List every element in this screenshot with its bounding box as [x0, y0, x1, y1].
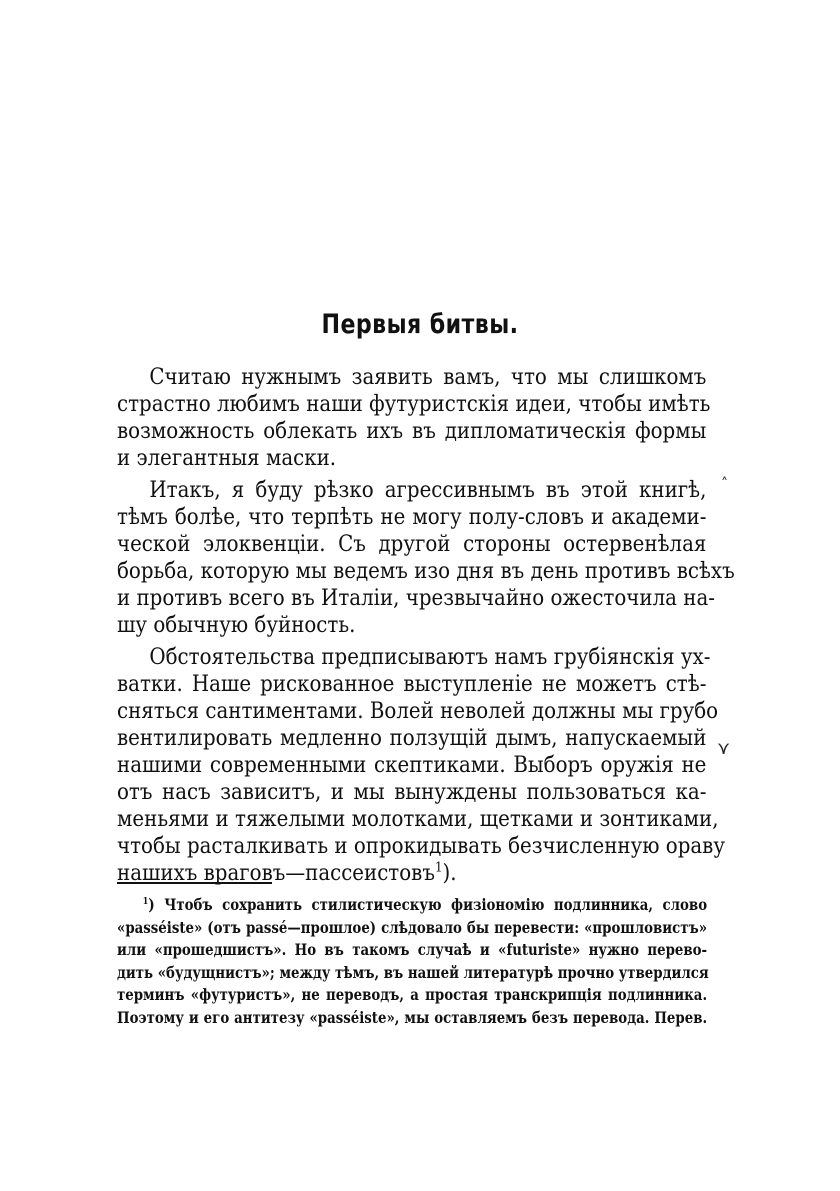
text-line: и противъ всего въ Италіи, чрезвычайно ожесточила на- [117, 586, 715, 611]
footnote-marker: 1 [142, 895, 149, 907]
text-line: ческой элоквенціи. Съ другой стороны остервенѣлая [117, 532, 707, 557]
footnote-line [117, 894, 707, 917]
text-line: чтобы расталкивать и опрокидывать безчисленную ораву [117, 834, 725, 859]
text-line-content: нашихъ враговъ—пассеистовъ [117, 861, 435, 886]
text-line: и элегантныя маски. [117, 446, 337, 471]
body-text [117, 364, 735, 887]
margin-mark: ⋎ [717, 738, 731, 759]
text-line: меньями и тяжелыми молотками, щетками и зонтиками, [117, 807, 719, 832]
footnote-line-text: ) Чтобъ сохранить стилистическую физіономію подлинника, слово [148, 895, 708, 914]
text-line-tail: ). [442, 861, 457, 886]
text-line: тѣмъ болѣе, что терпѣть не могу полу-словъ и академи- [117, 505, 707, 530]
footnote-separator [117, 882, 272, 884]
footnote-reference[interactable]: 1 [434, 860, 443, 876]
text-line: страстно любимъ наши футуристскія идеи, чтобы имѣть [117, 392, 711, 417]
footnote [117, 894, 707, 1029]
text-line: борьба, которую мы ведемъ изо дня въ день противъ всѣхъ [117, 559, 735, 584]
footnote-line: дить «будущнистъ»; между тѣмъ, въ нашей литературѣ прочно утвердился [117, 962, 709, 982]
text-line: нашими современными скептиками. Выборъ оружія не [117, 753, 707, 778]
footnote-line: Поэтому и его антитезу «passéiste», мы оставляемъ безъ перевода. Перев. [117, 1007, 708, 1027]
text-line: сняться сантиментами. Волей неволей должны мы грубо [117, 699, 719, 724]
text-line: возможность облекать ихъ въ дипломатическія формы [117, 419, 707, 444]
text-line: ватки. Наше рискованное выступленіе не можетъ стѣ- [117, 672, 707, 697]
footnote-line: терминъ «футуристъ», не переводъ, а простая транскрипція подлинника. [117, 985, 708, 1004]
text-line: шу обычную буйность. [117, 613, 356, 638]
text-line: Обстоятельства предписываютъ намъ грубіянскія ух- [149, 645, 711, 670]
footnote-line: «passéiste» (отъ passé—прошлое) слѣдовало бы перевести: «прошловистъ» [117, 917, 708, 937]
text-line: Итакъ, я буду рѣзко агрессивнымъ въ этой книгѣ, [149, 478, 707, 503]
text-line: Считаю нужнымъ заявить вамъ, что мы слишкомъ [149, 365, 707, 390]
text-line: отъ насъ зависитъ, и мы вынуждены пользоваться ка- [117, 780, 707, 805]
margin-mark: ˄ [721, 476, 728, 492]
footnote-line: или «прошедшистъ». Но въ такомъ случаѣ и «futuriste» нужно перево- [117, 940, 708, 959]
text-line: вентилировать медленно ползущій дымъ, напускаемый [117, 726, 707, 751]
chapter-title: Первыя битвы. [321, 309, 519, 340]
